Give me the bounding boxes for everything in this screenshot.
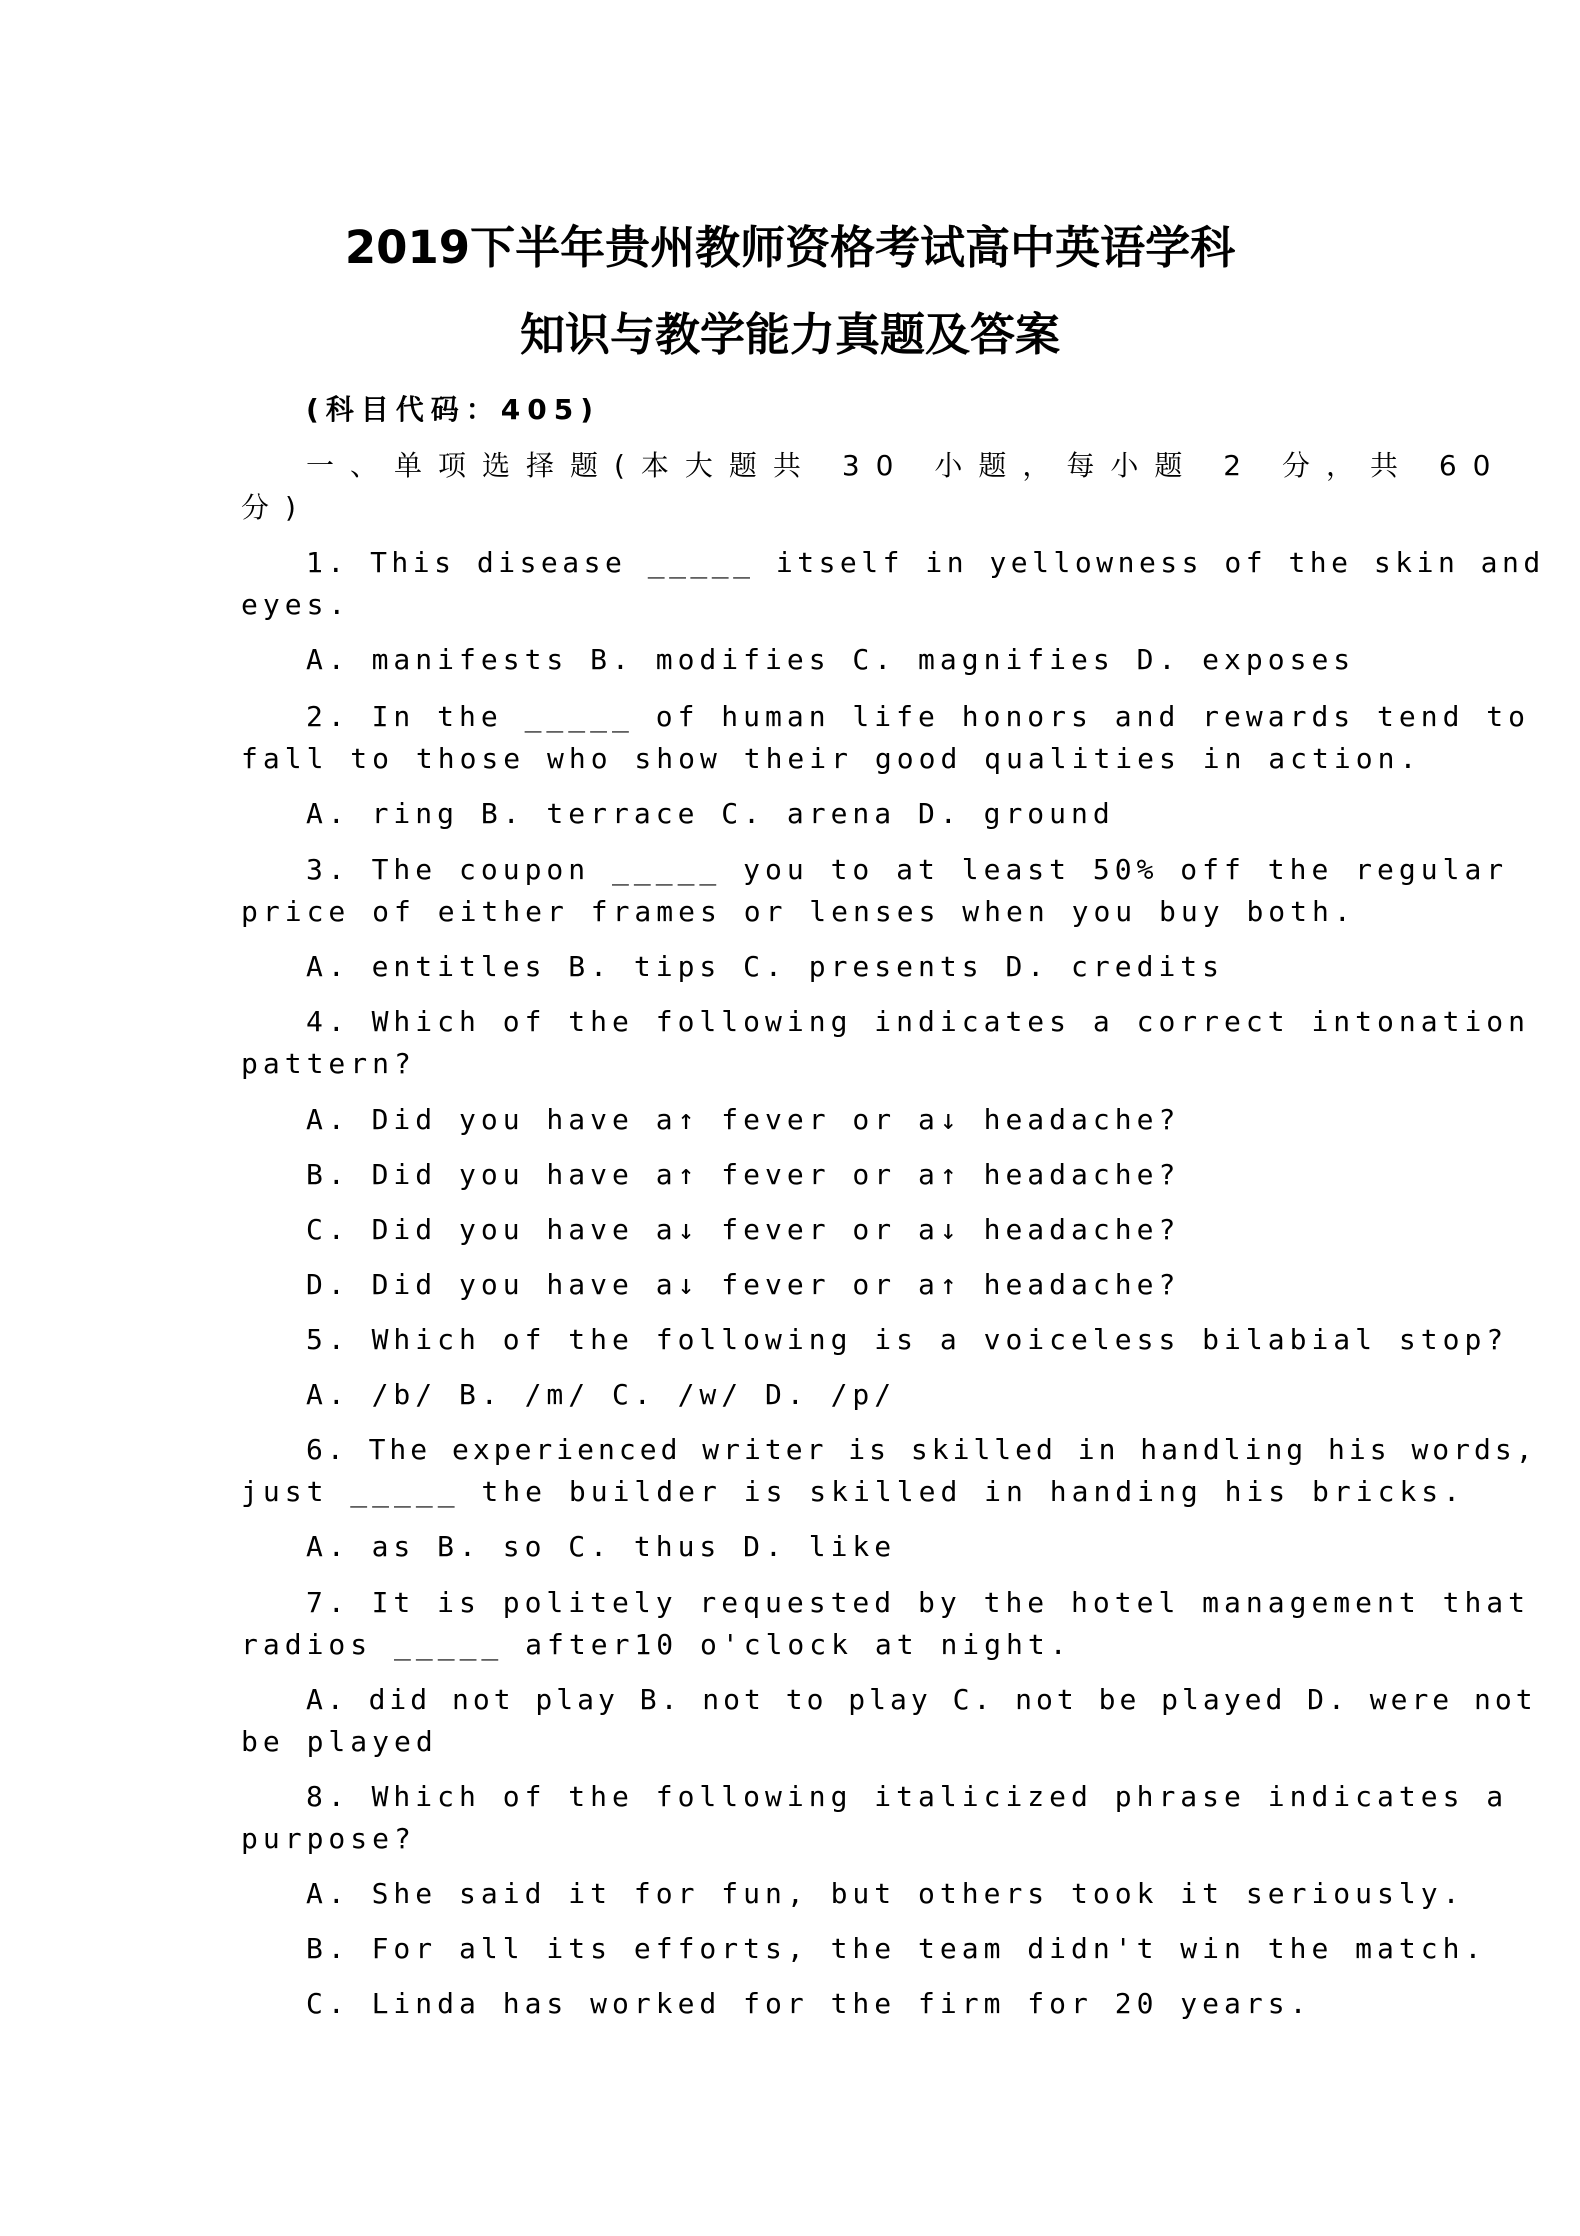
question-8-option-a: A. She said it for fun, but others took it seriously.	[306, 1877, 1465, 1910]
question-5-options: A. /b/ B. /m/ C. /w/ D. /p/	[306, 1378, 897, 1411]
question-6-stem: 6. The experienced writer is skilled in handling his words,	[306, 1433, 1537, 1466]
question-4-option-d: D. Did you have a↓ fever or a↑ headache?	[306, 1268, 1181, 1301]
question-8-option-b: B. For all its efforts, the team didn't win the match.	[306, 1932, 1487, 1965]
question-6-options: A. as B. so C. thus D. like	[306, 1530, 897, 1563]
question-4-option-a: A. Did you have a↑ fever or a↓ headache?	[306, 1103, 1181, 1136]
question-4-stem: 4. Which of the following indicates a correct intonation	[306, 1005, 1531, 1038]
question-2-stem-cont: fall to those who show their good qualities in action.	[241, 742, 1422, 775]
document-title-line-2: 知识与教学能力真题及答案	[519, 308, 1060, 361]
question-3-stem: 3. The coupon _____ you to at least 50% off the regular	[306, 853, 1509, 886]
question-8-option-c: C. Linda has worked for the firm for 20 years.	[306, 1987, 1312, 2020]
question-7-options-cont: be played	[241, 1725, 438, 1758]
question-2-stem: 2. In the _____ of human life honors and rewards tend to	[306, 700, 1531, 733]
section-heading-line-1: 一、单项选择题(本大题共 30 小题，每小题 2 分，共 60	[306, 449, 1507, 482]
question-7-stem-cont: radios _____ after10 o'clock at night.	[241, 1628, 1072, 1661]
question-1-options: A. manifests B. modifies C. magnifies D. exposes	[306, 643, 1356, 676]
question-4-option-c: C. Did you have a↓ fever or a↓ headache?	[306, 1213, 1181, 1246]
question-4-stem-cont: pattern?	[241, 1047, 416, 1080]
question-3-options: A. entitles B. tips C. presents D. credits	[306, 950, 1225, 983]
question-6-stem-cont: just _____ the builder is skilled in handing his bricks.	[241, 1475, 1466, 1508]
subject-code: (科目代码：405)	[306, 393, 601, 426]
question-4-option-b: B. Did you have a↑ fever or a↑ headache?	[306, 1158, 1181, 1191]
question-7-stem: 7. It is politely requested by the hotel management that	[306, 1586, 1531, 1619]
section-heading-line-2: 分)	[241, 491, 312, 524]
question-8-stem-cont: purpose?	[241, 1822, 416, 1855]
question-1-stem: 1. This disease _____ itself in yellowness of the skin and	[306, 546, 1545, 579]
question-2-options: A. ring B. terrace C. arena D. ground	[306, 797, 1115, 830]
question-8-stem: 8. Which of the following italicized phrase indicates a	[306, 1780, 1509, 1813]
question-1-stem-cont: eyes.	[241, 588, 351, 621]
question-3-stem-cont: price of either frames or lenses when you buy both.	[241, 895, 1356, 928]
question-7-options: A. did not play B. not to play C. not be played D. were not	[306, 1683, 1537, 1716]
document-title-line-1: 2019下半年贵州教师资格考试高中英语学科	[344, 221, 1236, 274]
question-5-stem: 5. Which of the following is a voiceless bilabial stop?	[306, 1323, 1509, 1356]
